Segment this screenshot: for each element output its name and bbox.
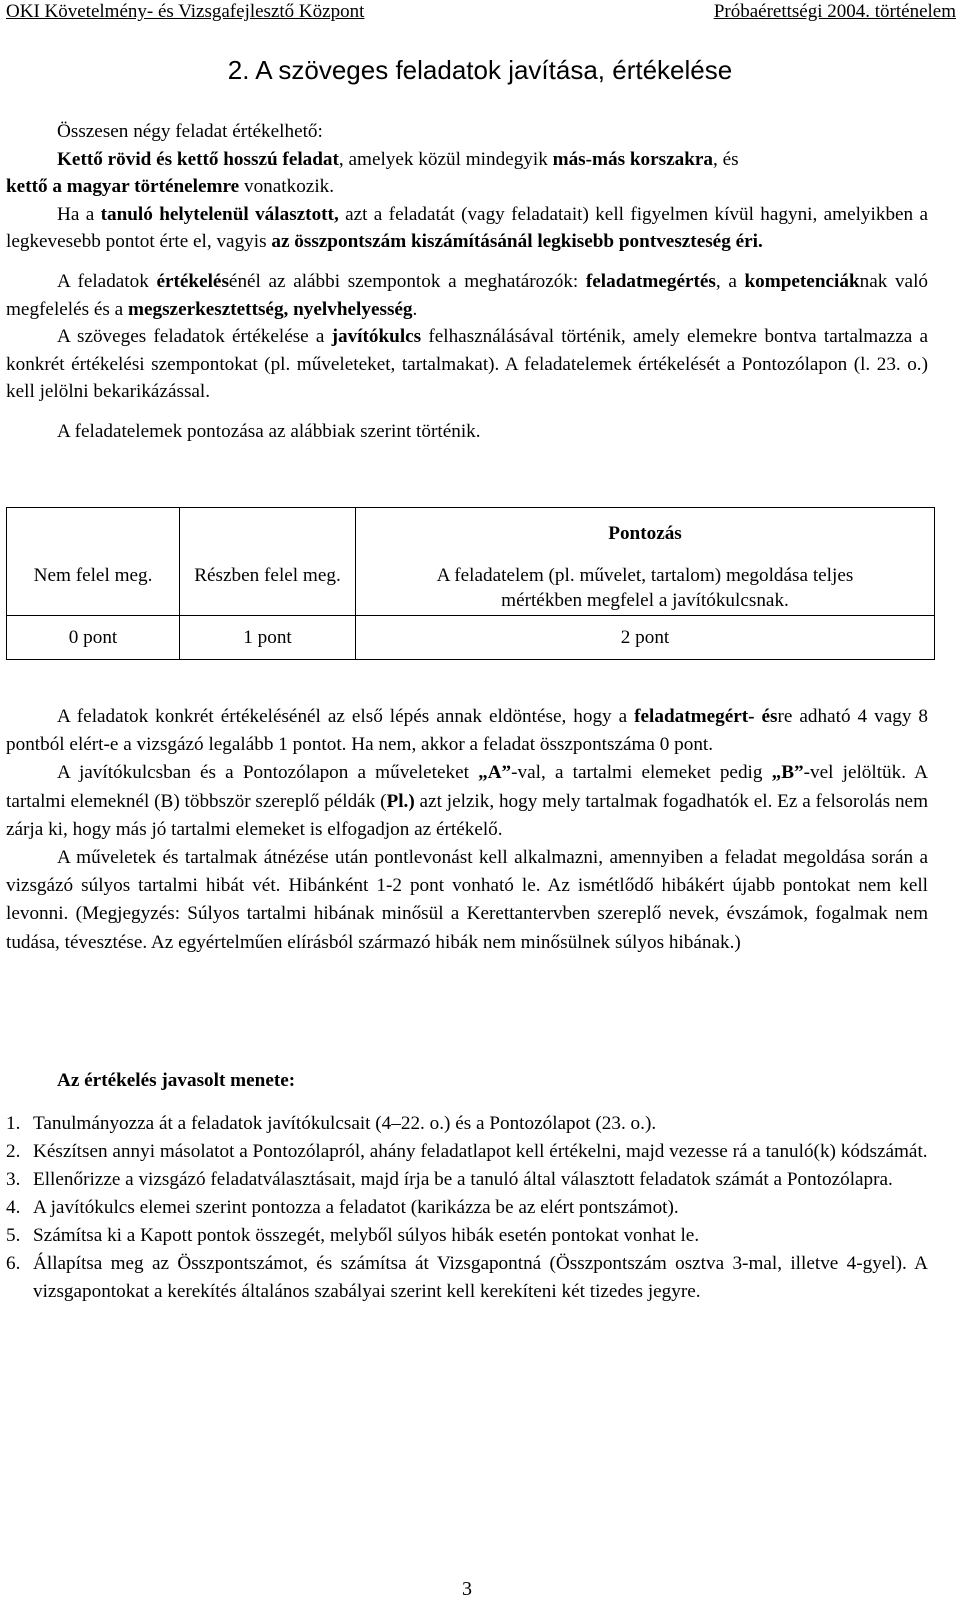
- bold-text: az összpontszám kiszámításánál legkisebb pontveszteség éri.: [271, 231, 763, 253]
- evaluation-rules-section: [6, 703, 928, 957]
- text: .: [412, 298, 418, 320]
- bold-text: „A”: [478, 762, 512, 784]
- bold-text: más-más korszakra: [552, 148, 714, 170]
- list-item: [6, 1222, 928, 1250]
- table-cell-points: 0 pont: [7, 616, 180, 660]
- header-exam-title: Próbaérettségi 2004. történelem: [713, 1, 956, 22]
- table-cell-points: 1 pont: [180, 616, 356, 660]
- text: Ha a: [57, 203, 101, 225]
- header-organization: OKI Követelmény- és Vizsgafejlesztő Központ: [6, 1, 365, 22]
- bold-text: Pl.): [386, 790, 415, 812]
- text: , a: [715, 270, 745, 292]
- step-number: 4.: [6, 1197, 21, 1218]
- text: A javítókulcsban és a Pontozólapon a műveleteket: [57, 762, 479, 784]
- rules-paragraph-2: [6, 759, 928, 844]
- table-cell-empty: [7, 508, 180, 560]
- step-number: 6.: [6, 1253, 21, 1274]
- step-text: Tanulmányozza át a feladatok javítókulcsait (4–22. o.) és a Pontozólapot (23. o.).: [33, 1113, 657, 1134]
- section-title: 2. A szöveges feladatok javítása, értékelése: [227, 55, 733, 85]
- list-item: [6, 1250, 928, 1306]
- rules-paragraph-1: [6, 703, 928, 759]
- text: -vel jelöltük. A tartalmi elemeknél (B) többször szereplő példák (: [6, 762, 928, 812]
- list-item: [6, 1194, 928, 1222]
- bold-text: és: [761, 706, 778, 727]
- text: A feladatok konkrét értékelésénél az első lépés annak eldöntése, hogy a: [57, 706, 635, 727]
- page-number: 3: [462, 1578, 472, 1600]
- intro-paragraph-3: [6, 268, 928, 323]
- bold-text: megszerkesztettség, nyelvhelyesség: [128, 298, 413, 320]
- text: A feladatok: [57, 270, 157, 292]
- text: nak való megfelelés és a: [6, 270, 928, 320]
- list-item: [6, 1166, 928, 1194]
- table-row: [7, 508, 935, 560]
- list-item: [6, 1110, 928, 1138]
- bold-text: értékelés: [156, 270, 229, 292]
- text: re adható 4 vagy 8 pontból elért-e a vizsgázó legalább 1 pontot. Ha nem, akkor a feladat összpontszáma 0 pont.: [6, 706, 928, 756]
- step-number: 5.: [6, 1225, 21, 1246]
- bold-text: kompetenciák: [744, 270, 860, 292]
- steps-heading: Az értékelés javasolt menete:: [57, 1070, 296, 1091]
- bold-text: tanuló helytelenül választott,: [100, 203, 339, 225]
- table-cell-label: Nem felel meg.: [7, 559, 180, 616]
- bold-text: feladatmegértés: [585, 270, 716, 292]
- step-number: 2.: [6, 1141, 21, 1162]
- text: felhasználásával történik, amely elemekre bontva tartalmazza a konkrét értékelési szempontokat (pl. műveleteket, tartalmakat). A feladatelemek értékelését a Pontozólapon (l. 23. o.) kell jelölni bekarikázással.: [6, 326, 928, 403]
- text: azt jelzik, hogy mely tartalmak fogadhatók el. Ez a felsorolás nem zárja ki, hogy más jó tartalmi elemeket is elfogadjon az értékelő.: [6, 790, 928, 840]
- step-number: 1.: [6, 1113, 21, 1134]
- step-text: Állapítsa meg az Összpontszámot, és számítsa át Vizsgapontná (Összpontszám osztva 3-mal, illetve 4-gyel). A vizsgapontokat a kerekítés általános szabályai szerint kell kerekíteni két tizedes jegyre.: [33, 1253, 928, 1302]
- step-text: Készítsen annyi másolatot a Pontozólapról, ahány feladatlapot kell értékelni, majd vezesse rá a tanuló(k) kódszámát.: [33, 1141, 928, 1162]
- step-text: Ellenőrizze a vizsgázó feladatválasztásait, majd írja be a tanuló által választott feladatok számát a Pontozólapra.: [33, 1169, 893, 1190]
- step-text: Számítsa ki a Kapott pontok összegét, melyből súlyos hibák esetén pontokat vonhat le.: [33, 1225, 700, 1246]
- table-cell-empty: [180, 508, 356, 560]
- step-text: A javítókulcs elemei szerint pontozza a feladatot (karikázza be az elért pontszámot).: [33, 1197, 679, 1218]
- intro-paragraph-4: [6, 323, 928, 406]
- text: azt a feladatát (vagy feladatait) kell figyelmen kívül hagyni, amelyikben a legkevesebb pontot érte el, vagyis: [6, 203, 929, 253]
- text: , és: [713, 148, 739, 170]
- text: A szöveges feladatok értékelése a: [57, 326, 332, 348]
- bold-text: Kettő rövid és kettő hosszú feladat: [57, 148, 339, 170]
- bold-text: javítókulcs: [331, 326, 422, 348]
- bold-text: feladatmegért-: [634, 706, 755, 727]
- text: vonatkozik.: [239, 176, 335, 198]
- scoring-table: [6, 507, 935, 660]
- step-number: 3.: [6, 1169, 21, 1190]
- intro-section: [6, 118, 928, 446]
- intro-paragraph-5: A feladatelemek pontozása az alábbiak szerint történik.: [57, 420, 481, 442]
- rules-paragraph-3: A műveletek és tartalmak átnézése után pontlevonást kell alkalmazni, amennyiben a feladat megoldása során a vizsgázó súlyos tartalmi hibát vét. Hibánként 1-2 pont vonható le. Az ismétlődő hibákért újabb pontokat nem kell levonni. (Megjegyzés: Súlyos tartalmi hibának minősül a Kerettantervben szereplő nevek, évszámok, fogalmak nem tudása, tévesztése. Az egyértelműen elírásból származó hibák nem minősülnek súlyos hibának.): [6, 847, 928, 953]
- intro-line: Összesen négy feladat értékelhető:: [57, 121, 323, 142]
- table-row: [7, 616, 935, 660]
- table-cell-label: Részben felel meg.: [180, 559, 356, 616]
- text: -val, a tartalmi elemeket pedig: [511, 762, 772, 784]
- text: énél az alábbi szempontok a meghatározók:: [228, 270, 586, 292]
- table-cell-points: 2 pont: [356, 616, 935, 660]
- table-header-cell: Pontozás: [356, 508, 935, 560]
- bold-text: „B”: [771, 762, 804, 784]
- intro-paragraph-2: [6, 201, 928, 256]
- page-header: [6, 0, 956, 26]
- table-cell-label: A feladatelem (pl. művelet, tartalom) megoldása teljes mértékben megfelel a javítókulcsnak.: [356, 559, 935, 616]
- table-row: [7, 559, 935, 616]
- list-item: [6, 1138, 928, 1166]
- bold-text: kettő a magyar történelemre: [6, 176, 240, 198]
- steps-list: [6, 1110, 928, 1306]
- text: , amelyek közül mindegyik: [338, 148, 553, 170]
- intro-paragraph-1-end: [6, 173, 928, 201]
